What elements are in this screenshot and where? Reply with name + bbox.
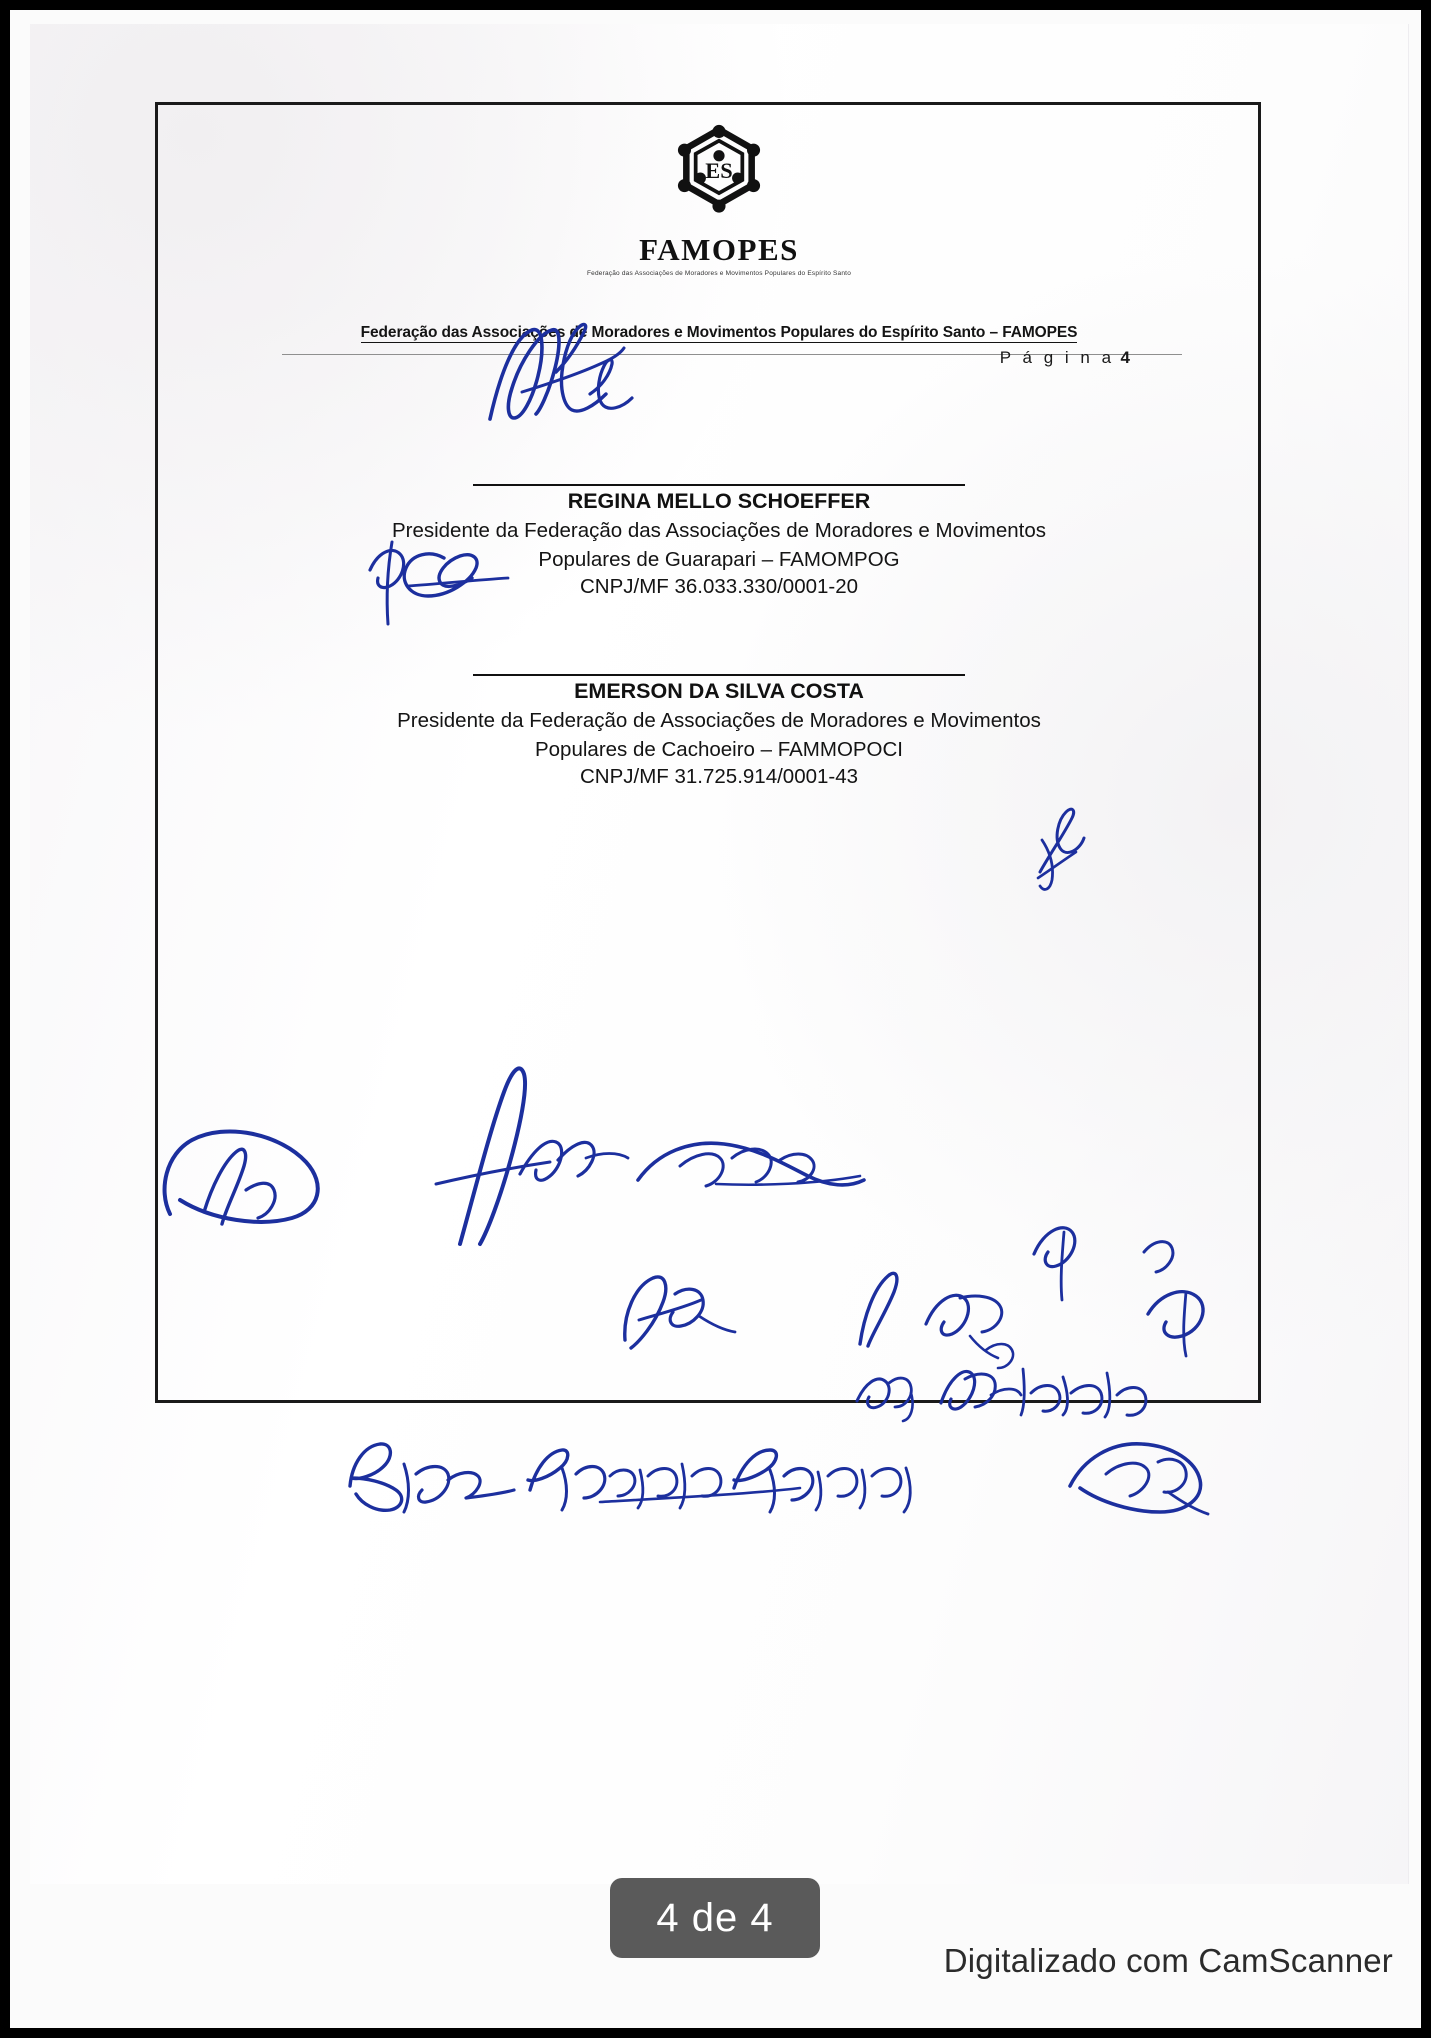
signature-name: EMERSON DA SILVA COSTA bbox=[574, 679, 864, 703]
famopes-logo bbox=[30, 124, 1408, 279]
signature-role-line-1: Presidente da Federação das Associações de Moradores e Movimentos bbox=[391, 518, 1047, 542]
signature-role-line-2: Populares de Cachoeiro – FAMMOPOCI bbox=[534, 737, 904, 761]
handwritten-signature-bottom-right bbox=[1050, 1414, 1230, 1534]
camscanner-watermark: Digitalizado com CamScanner bbox=[943, 1942, 1393, 1979]
document-header-line bbox=[30, 324, 1408, 342]
signature-line bbox=[473, 674, 965, 676]
svg-text:ES: ES bbox=[705, 158, 733, 184]
signature-role-line-2: Populares de Guarapari – FAMOMPOG bbox=[538, 547, 900, 571]
document-canvas[interactable] bbox=[10, 10, 1421, 2028]
signature-name: REGINA MELLO SCHOEFFER bbox=[567, 489, 871, 513]
signature-block-emerson bbox=[30, 674, 1408, 790]
document-header-text: Federação das Associações de Moradores e Movimentos Populares do Espírito Santo – FAMOPES bbox=[360, 324, 1078, 341]
page-number bbox=[1000, 348, 1130, 368]
signature-block-regina bbox=[30, 484, 1408, 600]
signature-role-line-1: Presidente da Federação de Associações de Moradores e Movimentos bbox=[397, 708, 1041, 732]
signature-line bbox=[473, 484, 965, 486]
logo-subtitle: Federação das Associações de Moradores e Movimentos Populares do Espírito Santo bbox=[586, 270, 852, 277]
page-number-value: 4 bbox=[1120, 348, 1130, 367]
page-indicator[interactable] bbox=[610, 1878, 820, 1958]
logo-wordmark: FAMOPES bbox=[639, 232, 799, 267]
signature-cnpj: CNPJ/MF 36.033.330/0001-20 bbox=[579, 574, 859, 598]
signature-cnpj: CNPJ/MF 31.725.914/0001-43 bbox=[579, 764, 859, 788]
handwritten-name-elza bbox=[330, 1424, 970, 1534]
page-number-label: P á g i n a bbox=[999, 348, 1115, 367]
page-indicator-label: 4 de 4 bbox=[656, 1895, 774, 1940]
scanned-page bbox=[30, 24, 1408, 1884]
famopes-emblem-icon bbox=[663, 124, 775, 236]
